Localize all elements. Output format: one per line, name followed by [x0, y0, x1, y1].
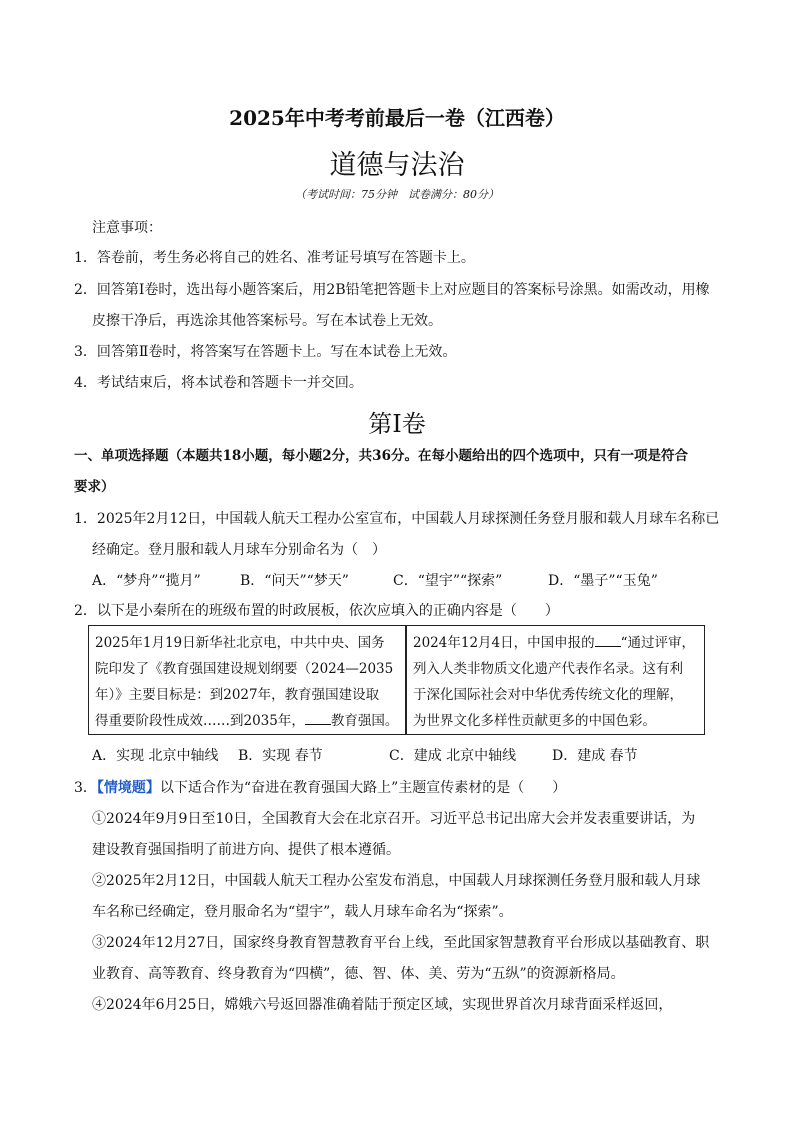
question-1-option-a: A．“梦舟”“揽月” — [92, 573, 201, 589]
subject-title: 道德与法治 — [329, 150, 465, 181]
news-board-right: 2024年12月4日，中国申报的 “通过评审， 列入人类非物质文化遗产代表作名录。这有利 于深化国际社会对中华优秀传统文化的理解， 为世界文化多样性贡献更多的中国色彩。 — [413, 630, 703, 734]
question-2-option-b: B．实现 春节 — [238, 748, 323, 764]
question-2-option-d: D．建成 春节 — [552, 748, 638, 764]
question-3-item: 车名称已经确定，登月服命名为“望宇”，载人月球车命名为“探索”。 — [92, 904, 513, 920]
question-1-option-b: B．“问天”“梦天” — [240, 573, 349, 589]
news-board-divider — [405, 626, 407, 734]
question-1-option-d: D．“墨子”“玉兔” — [548, 573, 658, 589]
part-title: 第Ⅰ卷 — [368, 410, 426, 438]
news-board-left: 2025年1月19日新华社北京电，中共中央、国务 院印发了《教育强国建设规划纲要（2024—2035 年）》主要目标是：到2027年，教育强国建设取 得重要阶段性成效……到2035年， 教育强国。 — [95, 635, 399, 729]
question-3-stem: 3．【情境题】以下适合作为“奋进在教育强国大路上”主题宣传素材的是（ ） — [74, 780, 567, 796]
question-3-item: 业教育、高等教育、终身教育为“四横”，德、智、体、美、劳为“五纵”的资源新格局。 — [92, 966, 625, 982]
question-3-item: ②2025年2月12日，中国载人航天工程办公室发布消息，中国载人月球探测任务登月服和载人月球 — [92, 873, 701, 889]
notice-item: 1．答卷前，考生务必将自己的姓名、准考证号填写在答题卡上。 — [74, 250, 475, 266]
exam-title: 2025年中考考前最后一卷（江西卷） — [229, 106, 565, 130]
question-2-stem: 2．以下是小秦所在的班级布置的时政展板，依次应填入的正确内容是（ ） — [74, 603, 559, 619]
question-3-item: ①2024年9月9日至10日，全国教育大会在北京召开。习近平总书记出席大会并发表重要讲话，为 — [92, 811, 696, 827]
question-1-option-c: C．“望宇”“探索” — [393, 573, 503, 589]
question-3-item: ③2024年12月27日，国家终身教育智慧教育平台上线，至此国家智慧教育平台形成以基础教育、职 — [92, 935, 710, 951]
news-board — [88, 625, 705, 735]
exam-info: （考试时间：75分钟 试卷满分：80分） — [295, 188, 499, 201]
question-3-item: ④2024年6月25日，嫦娥六号返回器准确着陆于预定区域，实现世界首次月球背面采样返回， — [92, 997, 673, 1013]
notice-heading: 注意事项： — [92, 220, 162, 236]
question-3-item: 建设教育强国指明了前进方向、提供了根本遵循。 — [92, 842, 400, 858]
notice-item: 4．考试结束后，将本试卷和答题卡一并交回。 — [74, 375, 363, 391]
question-1-stem-cont: 经确定。登月服和载人月球车分别命名为（ ） — [92, 542, 386, 558]
question-1-stem: 1．2025年2月12日，中国载人航天工程办公室宣布，中国载人月球探测任务登月服和载人月球车名称已 — [74, 511, 720, 527]
notice-item: 皮擦干净后，再选涂其他答案标号。写在本试卷上无效。 — [92, 313, 442, 329]
question-2-option-c: C．建成 北京中轴线 — [389, 748, 517, 764]
notice-item: 2．回答第Ⅰ卷时，选出每小题答案后，用2B铅笔把答题卡上对应题目的答案标号涂黑。如需改动，用橡 — [74, 282, 710, 298]
fill-blank — [305, 710, 331, 725]
section-heading-cont: 要求） — [74, 479, 115, 495]
fill-blank — [595, 632, 621, 647]
context-tag: 【情境题】 — [96, 780, 160, 796]
question-2-option-a: A．实现 北京中轴线 — [92, 748, 219, 764]
section-heading: 一、单项选择题（本题共18小题，每小题2分，共36分。在每小题给出的四个选项中，只有一项是符合 — [74, 448, 688, 464]
notice-item: 3．回答第Ⅱ卷时，将答案写在答题卡上。写在本试卷上无效。 — [74, 344, 457, 360]
